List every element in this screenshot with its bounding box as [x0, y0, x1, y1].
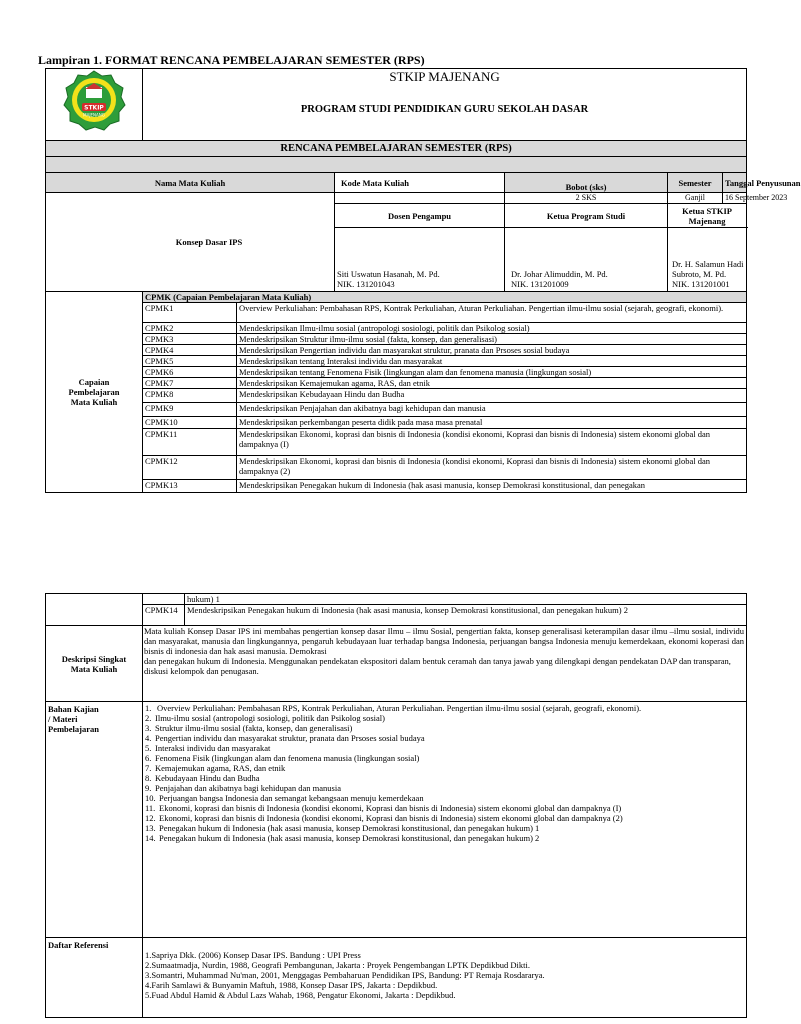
- cpmk-text: Mendeskripsikan Ekonomi, koprasi dan bisnis di Indonesia (kondisi ekonomi, Koprasi dan bisnis di Indonesia) sistem ekonomi global dan dampaknya (2): [237, 456, 747, 480]
- list-item: 7. Kemajemukan agama, RAS, dan etnik: [145, 763, 286, 773]
- cpmk-code: CPMK9: [143, 403, 237, 417]
- head-nik: NIK. 131201009: [511, 279, 569, 289]
- cpmk-text: Mendeskripsikan Pengertian individu dan masyarakat struktur, pranata dan Prsoses sosial budaya: [237, 345, 747, 356]
- header-date: Tanggal Penyusunan: [723, 173, 747, 193]
- program-name: PROGRAM STUDI PENDIDIKAN GURU SEKOLAH DASAR: [300, 104, 589, 115]
- header-chair: Ketua STKIP Majenang: [668, 204, 747, 228]
- materials-label: Bahan Kajian / Materi Pembelajaran: [46, 702, 143, 938]
- list-item: 8. Kebudayaan Hindu dan Budha: [145, 773, 260, 783]
- cpmk-label-continued: [46, 594, 143, 626]
- list-item: 5. Interaksi individu dan masyarakat: [145, 743, 271, 753]
- course-code-value: [335, 193, 505, 204]
- semester-value: Ganjil: [668, 193, 723, 204]
- cpmk-text: Mendeskripsikan perkembangan peserta didik pada masa masa prenatal: [237, 417, 747, 429]
- list-item: 13. Penegakan hukum di Indonesia (hak asasi manusia, konsep Demokrasi konstitusional, dan penegakan hukum) 1: [145, 823, 540, 833]
- date-value: 16 September 2023: [723, 193, 747, 204]
- list-item: 3. Struktur ilmu-ilmu sosial (fakta, konsep, dan generalisasi): [145, 723, 353, 733]
- chair-nik: NIK. 131201001: [672, 279, 730, 289]
- cpmk-text: Mendeskripsikan Ilmu-ilmu sosial (antropologi sosiologi, politik dan Psikolog sosial): [237, 323, 747, 334]
- cpmk-code: CPMK12: [143, 456, 237, 480]
- cpmk-text: Mendeskripsikan tentang Interaksi individu dan masyarakat: [237, 356, 747, 367]
- cpmk-code: CPMK4: [143, 345, 237, 356]
- reference-item: 4.Farih Samlawi & Bunyamin Maftuh, 1988, Konsep Dasar IPS, Jakarta : Depdikbud.: [145, 980, 438, 990]
- stkip-logo-icon: [63, 69, 125, 131]
- cpmk-section-label: Capaian Pembelajaran Mata Kuliah: [46, 292, 143, 493]
- header-course-name: Nama Mata Kuliah: [46, 173, 335, 193]
- reference-item: 3.Somantri, Muhammad Nu'man, 2001, Menggagas Pembaharuan Pendidikan IPS, Bandung: PT Remaja Rosdararya.: [145, 970, 545, 980]
- lecturer-name: Siti Uswatun Hasanah, M. Pd.: [337, 269, 440, 279]
- list-item: 11. Ekonomi, koprasi dan bisnis di Indonesia (kondisi ekonomi, Koprasi dan bisnis di Indonesia) sistem ekonomi global dan dampaknya (I): [145, 803, 622, 813]
- cpmk-code-continued: [143, 594, 185, 605]
- reference-item: 5.Fuad Abdul Hamid & Abdul Lazs Wahab, 1968, Pengatur Ekonomi, Jakarta : Depdikbud.: [145, 990, 456, 1000]
- list-item: 1. Overview Perkuliahan: Pembahasan RPS, Kontrak Perkuliahan, Aturan Perkuliahan. Pengertian ilmu-ilmu sosial (sejarah, geografi, ekonomi).: [145, 703, 642, 713]
- cpmk-text: Mendeskripsikan Struktur ilmu-ilmu sosial (fakta, konsep, dan generalisasi): [237, 334, 747, 345]
- cpmk-code: CPMK13: [143, 480, 237, 493]
- rps-table-page-1: [45, 68, 801, 493]
- chair-name: Dr. H. Salamun Hadi Subroto, M. Pd.: [672, 259, 744, 279]
- cpmk-code: CPMK1: [143, 303, 237, 323]
- references-label: Daftar Referensi: [46, 938, 143, 1018]
- institution-name: STKIP MAJENANG: [389, 69, 500, 84]
- cpmk-code: CPMK14: [143, 605, 185, 626]
- cpmk-code: CPMK6: [143, 367, 237, 378]
- reference-item: 2.Sumaatmadja, Nurdin, 1988, Geografi Pembangunan, Jakarta : Proyek Pengembangan LPTK Depdikbud Dikti.: [145, 960, 531, 970]
- list-item: 4. Pengertian individu dan masyarakat struktur, pranata dan Prsoses sosial budaya: [145, 733, 425, 743]
- cpmk-text: Mendeskripsikan Penjajahan dan akibatnya bagi kehidupan dan manusia: [237, 403, 747, 417]
- cpmk-code: CPMK10: [143, 417, 237, 429]
- cpmk-code: CPMK3: [143, 334, 237, 345]
- cpmk-text: Mendeskripsikan Ekonomi, koprasi dan bisnis di Indonesia (kondisi ekonomi, Koprasi dan bisnis di Indonesia) sistem ekonomi global dan dampaknya (I): [237, 429, 747, 456]
- header-credits: Bobot (sks): [505, 173, 668, 193]
- course-name: Konsep Dasar IPS: [46, 193, 335, 292]
- cpmk-text: Mendeskripsikan tentang Fenomena Fisik (lingkungan alam dan fenomena manusia (lingkungan sosial): [237, 367, 747, 378]
- description-text: Mata kuliah Konsep Dasar IPS ini membahas pengertian konsep dasar Ilmu – ilmu Sosial, pengertian fakta, konsep generalisasi keterampilan dasar ilmu –ilmu sosial, individu dan masyarakat, manusia dan lingkungannya, pengaruh kebudayaan luar terhadap bangsa Indonesia, perjuangan bangsa Indonesia menuju kemerdekaan, ekonomi koperasi dan bisnis di indonesia dan hak asasi manusia. Demokrasi: [144, 626, 744, 656]
- description-label: Deskripsi Singkat Mata Kuliah: [46, 626, 143, 702]
- cpmk-code: CPMK7: [143, 378, 237, 389]
- list-item: 12. Ekonomi, koprasi dan bisnis di Indonesia (kondisi ekonomi, Koprasi dan bisnis di Indonesia) sistem ekonomi global dan dampaknya (2): [145, 813, 623, 823]
- head-name: Dr. Johar Alimuddin, M. Pd.: [511, 269, 608, 279]
- cpmk-text: Mendeskripsikan Kemajemukan agama, RAS, dan etnik: [237, 378, 747, 389]
- materials-list: [145, 703, 744, 843]
- list-item: 6. Fenomena Fisik (lingkungan alam dan fenomena manusia (lingkungan sosial): [145, 753, 420, 763]
- logo-cell: [46, 69, 143, 141]
- reference-item: 1.Sapriya Dkk. (2006) Konsep Dasar IPS. Bandung : UPI Press: [145, 950, 361, 960]
- cpmk-code: CPMK5: [143, 356, 237, 367]
- header-semester: Semester: [668, 173, 723, 193]
- cpmk-text: Overview Perkuliahan: Pembahasan RPS, Kontrak Perkuliahan, Aturan Perkuliahan. Pengertian ilmu-ilmu sosial (sejarah, geografi, ekonomi).: [237, 303, 747, 323]
- cpmk-text: Mendeskripsikan Penegakan hukum di Indonesia (hak asasi manusia, konsep Demokrasi konstitusional, dan penegakan hukum) 2: [185, 605, 747, 626]
- cpmk-code: CPMK2: [143, 323, 237, 334]
- rps-table-page-2: [45, 593, 747, 1018]
- header-lecturer: Dosen Pengampu: [335, 204, 505, 228]
- cpmk-code: CPMK8: [143, 389, 237, 403]
- list-item: 9. Penjajahan dan akibatnya bagi kehidupan dan manusia: [145, 783, 341, 793]
- blank-row: [46, 157, 747, 173]
- cpmk-code: CPMK11: [143, 429, 237, 456]
- list-item: 2. Ilmu-ilmu sosial (antropologi sosiologi, politik dan Psikolog sosial): [145, 713, 385, 723]
- cpmk-text: Mendeskripsikan Kebudayaan Hindu dan Budha: [237, 389, 747, 403]
- list-item: 10. Perjuangan bangsa Indonesia dan semangat kebangsaan menuju kemerdekaan: [145, 793, 424, 803]
- cpmk-text: Mendeskripsikan Penegakan hukum di Indonesia (hak asasi manusia, konsep Demokrasi konstitusional, dan penegakan: [237, 480, 747, 493]
- header-course-code: Kode Mata Kuliah: [335, 173, 505, 193]
- list-item: 14. Penegakan hukum di Indonesia (hak asasi manusia, konsep Demokrasi konstitusional, dan penegakan hukum) 2: [145, 833, 540, 843]
- logo-text-bottom: MAJENANG: [83, 112, 105, 118]
- lecturer-nik: NIK. 131201043: [337, 279, 395, 289]
- logo-text-top: STKIP: [84, 104, 104, 112]
- doc-title: RENCANA PEMBELAJARAN SEMESTER (RPS): [46, 141, 747, 157]
- page-title: Lampiran 1. FORMAT RENCANA PEMBELAJARAN SEMESTER (RPS): [38, 53, 425, 67]
- cpmk-text-continued: hukum) 1: [185, 594, 747, 605]
- description-text-2: dan penegakan hukum di Indonesia. Menggunakan pendekatan ekspositori dalam bentuk ceramah dan tanya jawab yang dilengkapi dengan pendekatan DAP dan transparan, diskusi kelompok dan penugasan.: [144, 656, 731, 676]
- cpmk-heading: CPMK (Capaian Pembelajaran Mata Kuliah): [143, 292, 747, 303]
- header-head: Ketua Program Studi: [505, 204, 668, 228]
- credits-value: 2 SKS: [505, 193, 668, 204]
